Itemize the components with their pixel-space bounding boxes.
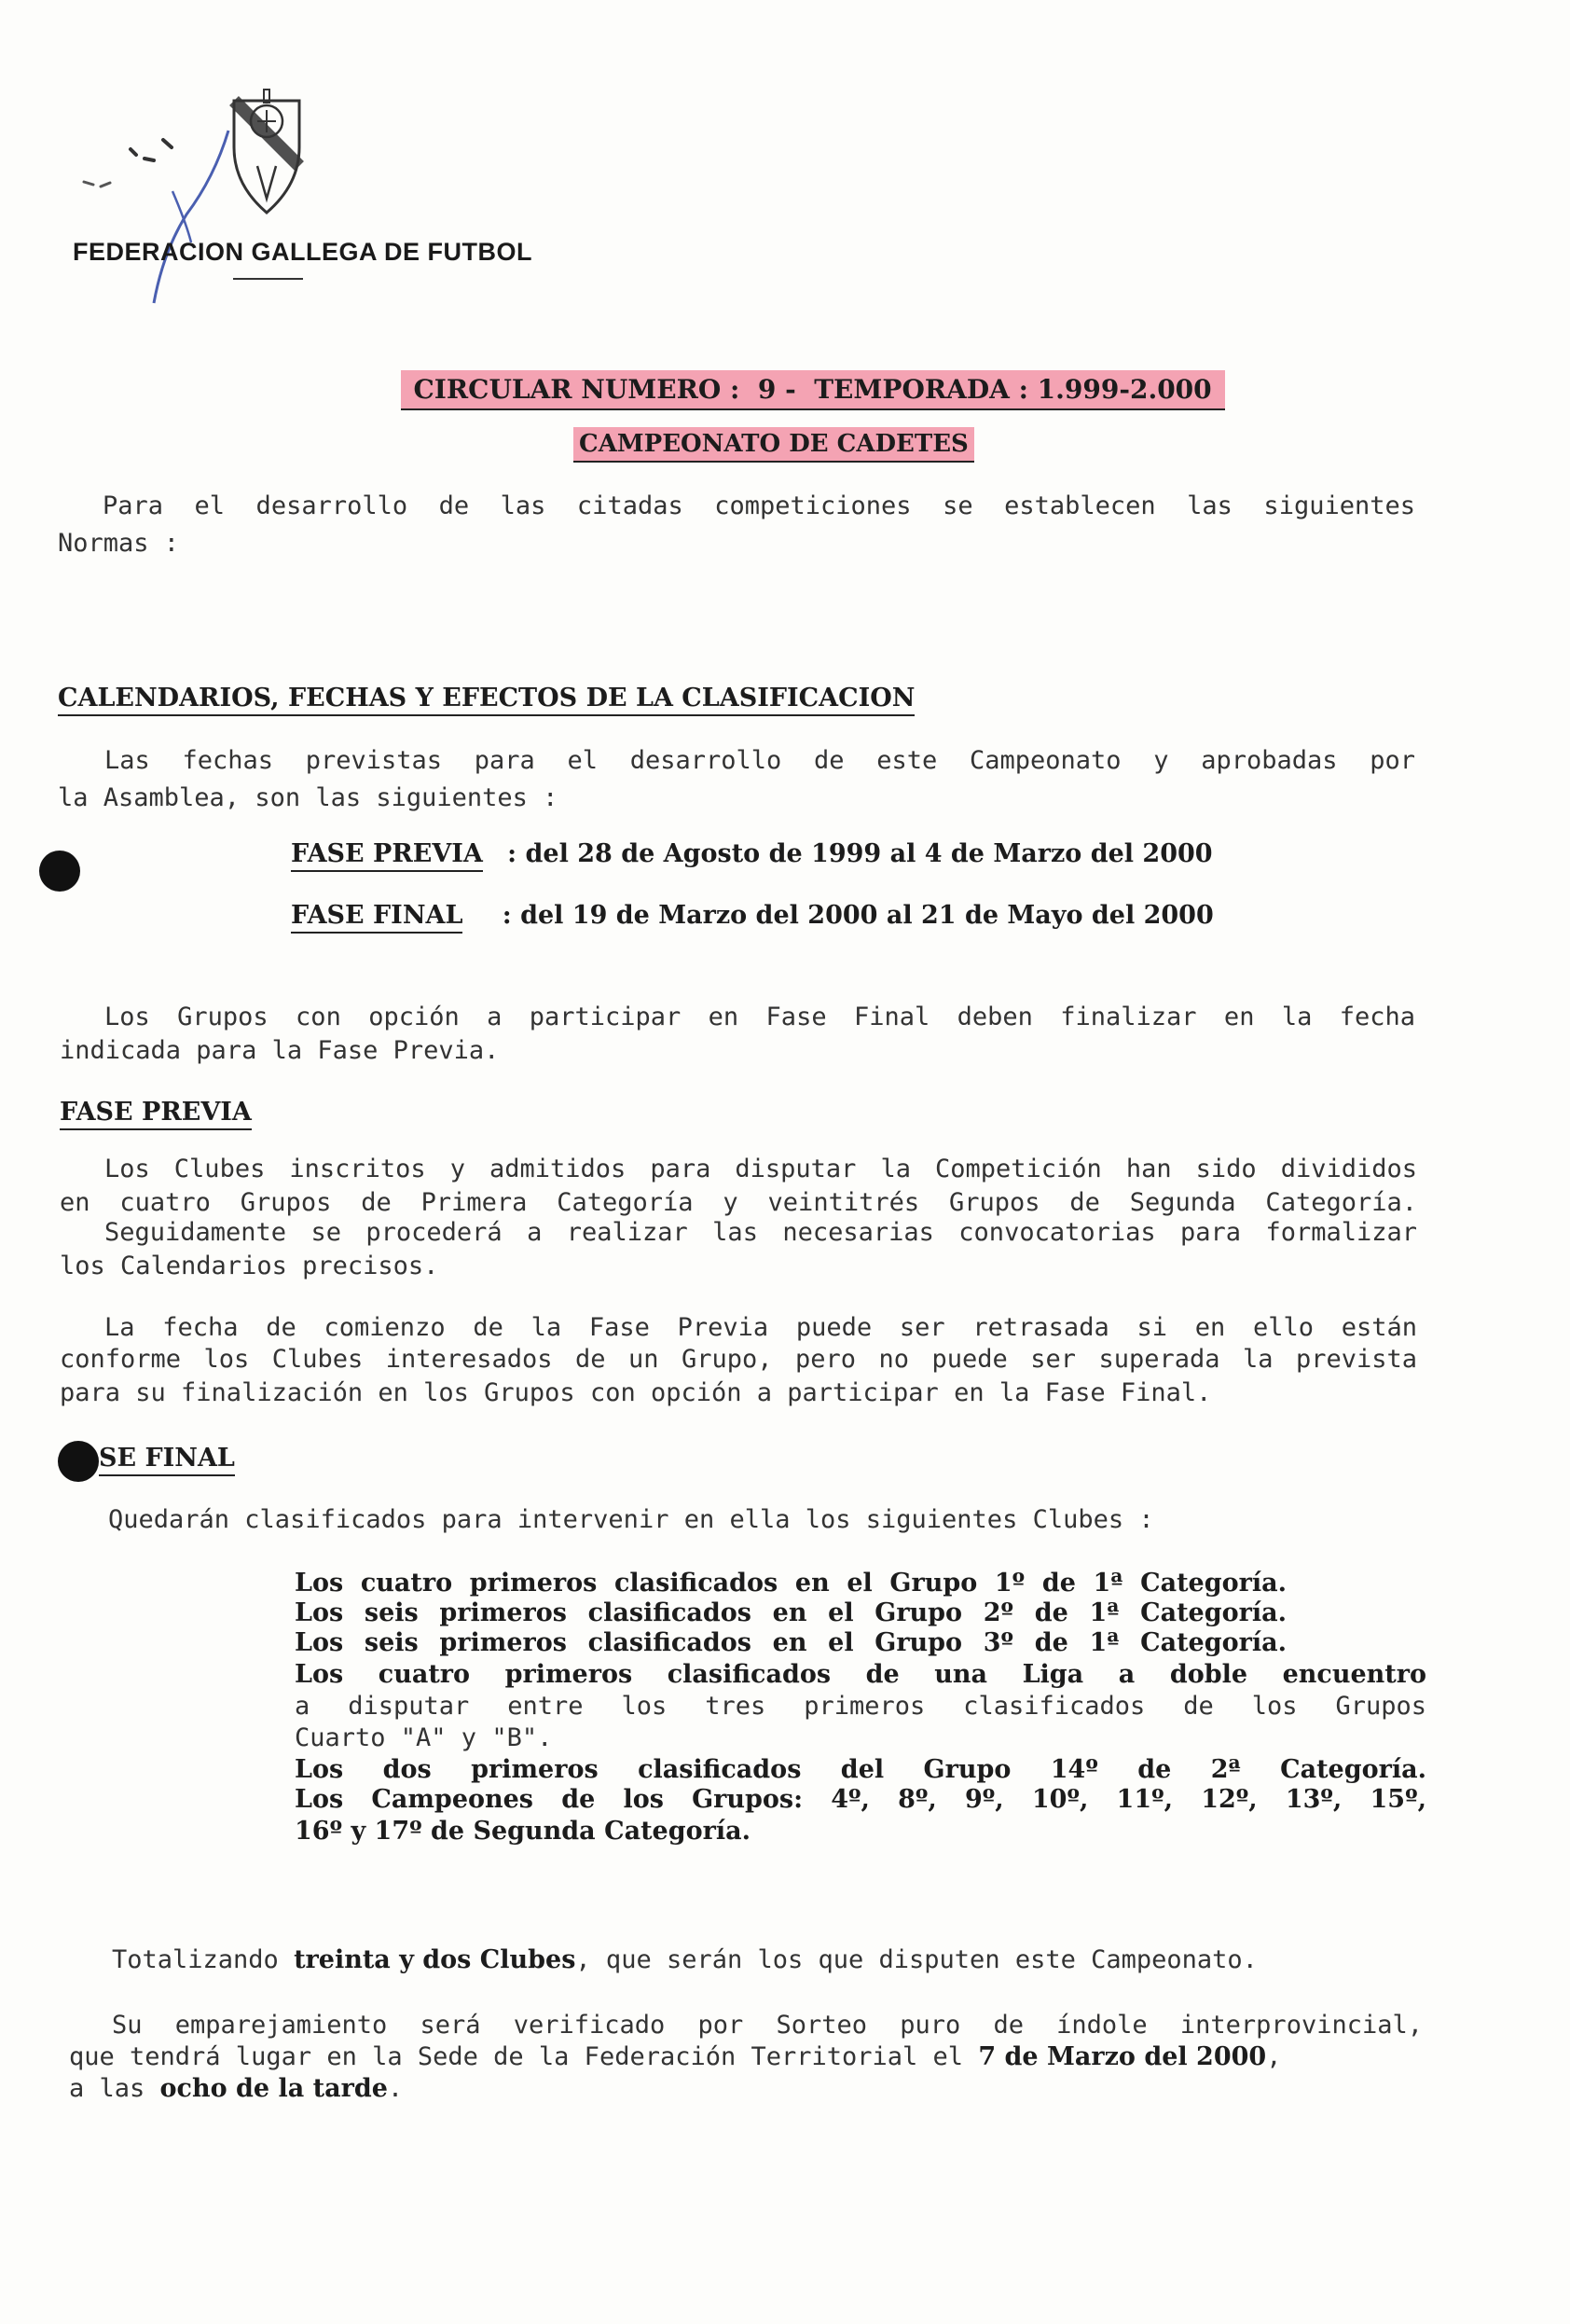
fase-previa-p2-line-3: para su finalización en los Grupos con opción a participar en la Fase Final. [60, 1378, 1212, 1407]
fase-previa-dates-row [291, 839, 1213, 868]
fase-previa-p1-line-1: Los Clubes inscritos y admitidos para disputar la Competición han sido divididos [104, 1155, 1417, 1183]
fase-final-list-item-2: Los seis primeros clasificados en el Grupo 2º de 1ª Categoría. [295, 1598, 1287, 1627]
fase-final-label: FASE FINAL [291, 901, 462, 934]
calendarios-line-2: la Asamblea, son las siguientes : [58, 783, 558, 812]
fase-final-dates: : del 19 de Marzo del 2000 al 21 de Mayo del 2000 [502, 901, 1214, 930]
total-bold: treinta y dos Clubes [294, 1945, 576, 1974]
total-post: , que serán los que disputen este Campeonato. [575, 1945, 1258, 1974]
org-name: FEDERACION GALLEGA DE FUTBOL [73, 238, 532, 266]
sorteo-line-3-pre: a las [69, 2074, 160, 2103]
circular-title [382, 343, 1225, 405]
fase-final-intro: Quedarán clasificados para intervenir en ella los siguientes Clubes : [108, 1505, 1154, 1534]
intro-line-2: Normas : [58, 529, 180, 558]
calendarios-heading: CALENDARIOS, FECHAS Y EFECTOS DE LA CLASIFICACION [58, 684, 915, 716]
fase-final-list-item-6: Cuarto "A" y "B". [295, 1723, 553, 1752]
calendarios-line-1: Las fechas previstas para el desarrollo de este Campeonato y aprobadas por [104, 746, 1415, 775]
fase-previa-p1-line-2: en cuatro Grupos de Primera Categoría y veintitrés Grupos de Segunda Categoría. [60, 1188, 1417, 1217]
org-name-rule [233, 278, 303, 280]
fase-final-list-item-3: Los seis primeros clasificados en el Grupo 3º de 1ª Categoría. [295, 1628, 1287, 1657]
fase-previa-p2-line-1: La fecha de comienzo de la Fase Previa puede ser retrasada si en ello están [104, 1313, 1417, 1342]
fase-previa-p1-line-4: los Calendarios precisos. [60, 1252, 439, 1280]
handwritten-signature [75, 103, 261, 317]
calendarios-note-line-2: indicada para la Fase Previa. [60, 1036, 500, 1065]
fase-final-list-item-7: Los dos primeros clasificados del Grupo 14º de 2ª Categoría. [295, 1755, 1426, 1784]
fase-final-list-item-4: Los cuatro primeros clasificados de una Liga a doble encuentro [295, 1660, 1426, 1689]
fase-final-list-item-5: a disputar entre los tres primeros clasificados de los Grupos [295, 1692, 1426, 1721]
fase-final-dates-row [291, 901, 1214, 930]
fase-final-list-item-9: 16º y 17º de Segunda Categoría. [295, 1817, 751, 1846]
sorteo-line-2 [69, 2042, 1281, 2071]
fase-previa-p1-line-3: Seguidamente se procederá a realizar las necesarias convocatorias para formalizar [104, 1218, 1417, 1247]
punch-hole-bottom [58, 1441, 99, 1482]
sorteo-line-3 [69, 2074, 403, 2103]
intro-line-1: Para el desarrollo de las citadas competiciones se establecen las siguientes [103, 491, 1415, 520]
punch-hole-top [39, 851, 80, 892]
sorteo-line-3-bold: ocho de la tarde [159, 2074, 388, 2103]
circular-title-text: CIRCULAR NUMERO : 9 - TEMPORADA : 1.999-2.000 [401, 370, 1225, 410]
fase-final-list-item-1: Los cuatro primeros clasificados en el Grupo 1º de 1ª Categoría. [295, 1569, 1287, 1598]
total-line [112, 1945, 1258, 1974]
circular-subtitle: CAMPEONATO DE CADETES [573, 427, 974, 463]
fase-previa-p2-line-2: conforme los Clubes interesados de un Grupo, pero no puede ser superada la prevista [60, 1345, 1417, 1374]
sorteo-line-2-pre: que tendrá lugar en la Sede de la Federación Territorial el [69, 2042, 979, 2071]
calendarios-note-line-1: Los Grupos con opción a participar en Fase Final deben finalizar en la fecha [104, 1003, 1415, 1031]
sorteo-line-3-post: . [387, 2074, 404, 2103]
sorteo-line-2-post: , [1266, 2042, 1282, 2071]
fase-previa-heading: FASE PREVIA [60, 1098, 252, 1130]
fase-previa-dates: : del 28 de Agosto de 1999 al 4 de Marzo del 2000 [507, 839, 1213, 868]
sorteo-line-2-bold: 7 de Marzo del 2000 [978, 2042, 1267, 2071]
sorteo-line-1: Su emparejamiento será verificado por Sorteo puro de índole interprovincial, [112, 2011, 1423, 2040]
fase-final-list-item-8: Los Campeones de los Grupos: 4º, 8º, 9º, 10º, 11º, 12º, 13º, 15º, [295, 1785, 1426, 1814]
fase-previa-label: FASE PREVIA [291, 839, 483, 872]
total-pre: Totalizando [112, 1945, 295, 1974]
fase-final-heading: SE FINAL [99, 1444, 235, 1476]
